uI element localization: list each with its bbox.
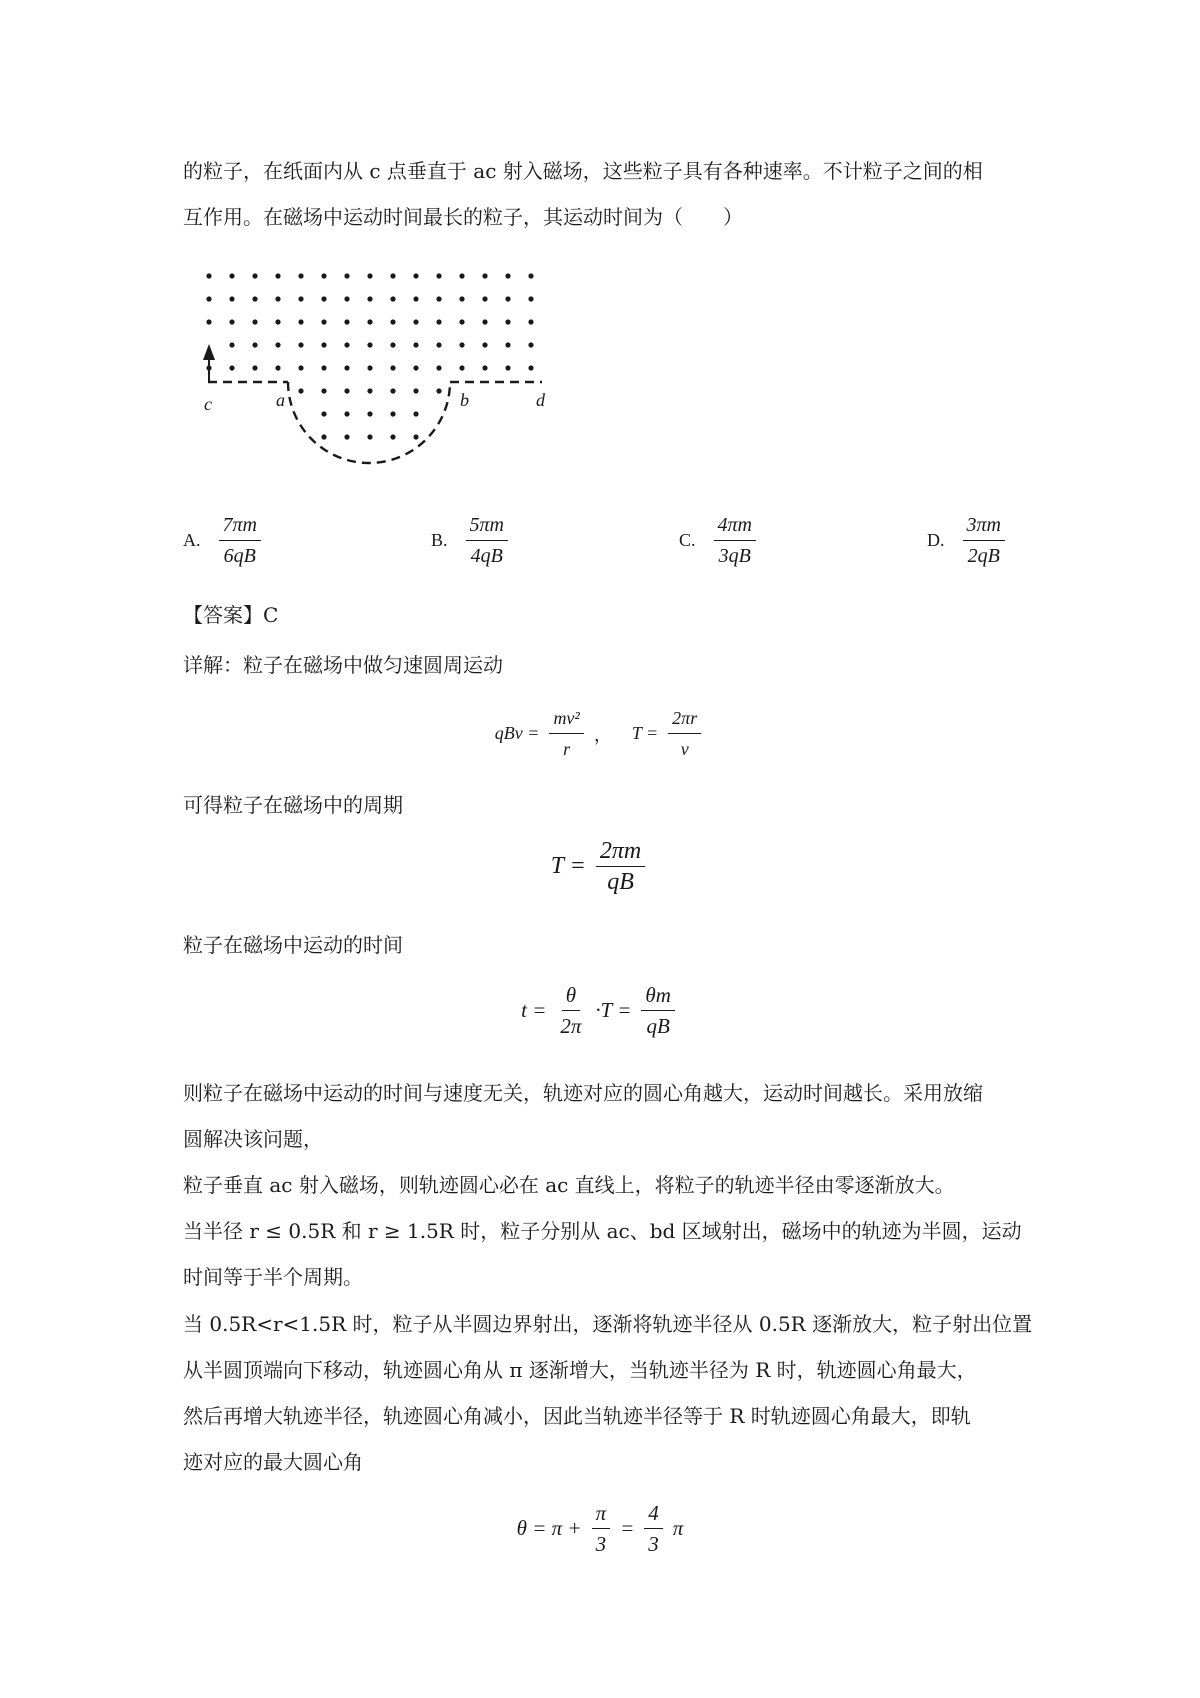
field-dot [482,342,487,347]
field-dot [436,296,441,301]
magnetic-field-figure [190,260,570,480]
field-dot [321,319,326,324]
field-dot [206,296,211,301]
field-dot [344,388,349,393]
option-c[interactable] [679,512,760,569]
field-dot [298,388,303,393]
label-b: b [460,390,469,410]
field-dot [229,273,234,278]
field-dot [528,273,533,278]
arrow-head-icon [203,344,215,360]
field-dot [367,273,372,278]
field-dot [413,296,418,301]
solution-para-6b: 时间等于半个周期。 [183,1265,363,1289]
field-dot [298,296,303,301]
field-dot [344,342,349,347]
solution-para-5: 粒子垂直 ac 射入磁场，则轨迹圆心必在 ac 直线上，将粒子的轨迹半径由零逐渐放大。 [183,1173,955,1197]
field-dot [436,273,441,278]
solution-intro: 详解：粒子在磁场中做匀速圆周运动 [183,653,503,677]
field-dot [252,319,257,324]
solution-para-4b: 圆解决该问题， [183,1127,323,1151]
field-dot [436,365,441,370]
field-dot [344,365,349,370]
field-dot [344,411,349,416]
field-dot [321,296,326,301]
field-dot [413,434,418,439]
option-a-fraction: $\frac{7\pi m}{6qB}$ [219,512,261,569]
field-dot [252,342,257,347]
field-dot [390,319,395,324]
field-dot [344,434,349,439]
field-dot-grid [206,273,533,439]
field-dot [505,342,510,347]
field-dot [367,365,372,370]
field-dot [459,342,464,347]
answer-line: 【答案】C [183,603,279,627]
field-dot [505,319,510,324]
solution-para-7c: 然后再增大轨迹半径，轨迹圆心角减小，因此当轨迹半径等于 R 时轨迹圆心角最大，即轨 [183,1404,971,1428]
option-b-fraction: $\frac{5\pi m}{4qB}$ [466,512,508,569]
field-dot [528,296,533,301]
solution-para-7b: 从半圆顶端向下移动，轨迹圆心角从 π 逐渐增大，当轨迹半径为 R 时，轨迹圆心角最大， [183,1358,977,1382]
field-dot [482,273,487,278]
field-dot [367,388,372,393]
field-dot [390,365,395,370]
field-dot [206,273,211,278]
label-d: d [536,390,545,410]
equation-2: T = $\frac{2\pi m}{qB}$ [0,838,1200,895]
field-dot [229,319,234,324]
field-dot [321,388,326,393]
option-d[interactable] [927,512,1009,569]
field-dot [528,365,533,370]
field-dot [390,411,395,416]
field-dot [505,296,510,301]
field-dot [459,319,464,324]
field-dot [252,296,257,301]
option-d-fraction: $\frac{3\pi m}{2qB}$ [963,512,1005,569]
field-dot [413,273,418,278]
field-dot [436,388,441,393]
field-dot [482,296,487,301]
field-dot [298,273,303,278]
field-dot [275,273,280,278]
field-dot [413,319,418,324]
field-dot [367,434,372,439]
field-dot [390,434,395,439]
option-d-label: D. [927,530,945,550]
option-a-label: A. [183,530,201,550]
field-dot [275,342,280,347]
label-a: a [276,390,285,410]
field-dot [505,365,510,370]
equation-3: t = $\frac{\theta}{2\pi}$ ·T = $\frac{\theta m}{qB}$ [0,982,1200,1039]
field-dot [459,365,464,370]
field-dot [344,296,349,301]
field-dot [390,342,395,347]
equation-1: qBv = $\frac{\text{mv²}}{r}$ ， T = $\frac{2\pi r}{v}$ [0,705,1200,762]
option-c-label: C. [679,530,696,550]
field-dot [321,365,326,370]
field-dot [390,296,395,301]
solution-para-7a: 当 0.5R<r<1.5R 时，粒子从半圆边界射出，逐渐将轨迹半径从 0.5R 逐渐放大，粒子射出位置 [183,1312,1033,1336]
field-dot [206,319,211,324]
field-dot [367,411,372,416]
label-c: c [204,394,212,414]
field-dot [275,365,280,370]
field-dot [344,319,349,324]
field-dot [321,411,326,416]
field-dot [413,388,418,393]
field-dot [229,296,234,301]
semicircle-boundary [288,382,450,463]
option-c-fraction: $\frac{4\pi m}{3qB}$ [714,512,756,569]
field-dot [321,273,326,278]
field-dot [367,342,372,347]
field-dot [482,319,487,324]
field-dot [390,273,395,278]
equation-4: θ = π + $\frac{\pi}{3}$ = $\frac{4}{3}$ π [516,1501,684,1556]
field-dot [367,319,372,324]
solution-para-6a: 当半径 r ≤ 0.5R 和 r ≥ 1.5R 时，粒子分别从 ac、bd 区域射出，磁场中的轨迹为半圆，运动 [183,1219,1022,1243]
field-dot [505,273,510,278]
field-dot [298,342,303,347]
field-dot [321,342,326,347]
field-dot [528,342,533,347]
option-a[interactable] [183,512,265,569]
field-dot [459,273,464,278]
solution-para-2: 可得粒子在磁场中的周期 [183,793,403,817]
field-dot [229,365,234,370]
solution-para-7d: 迹对应的最大圆心角 [183,1450,363,1474]
field-dot [459,296,464,301]
field-dot [344,273,349,278]
option-b[interactable] [431,512,512,569]
field-dot [436,319,441,324]
solution-para-3: 粒子在磁场中运动的时间 [183,933,403,957]
field-dot [436,342,441,347]
field-dot [528,319,533,324]
field-dot [367,296,372,301]
field-dot [298,365,303,370]
question-line-1: 的粒子，在纸面内从 c 点垂直于 ac 射入磁场，这些粒子具有各种速率。不计粒子之间的相 [183,159,983,183]
field-dot [413,411,418,416]
field-dot [229,342,234,347]
option-b-label: B. [431,530,448,550]
solution-para-4a: 则粒子在磁场中运动的时间与速度无关，轨迹对应的圆心角越大，运动时间越长。采用放缩 [183,1081,983,1105]
field-dot [275,319,280,324]
field-dot [413,365,418,370]
field-dot [298,319,303,324]
field-dot [413,342,418,347]
field-dot [482,365,487,370]
field-dot [275,296,280,301]
question-line-2: 互作用。在磁场中运动时间最长的粒子，其运动时间为（ ） [183,205,743,229]
field-dot [252,273,257,278]
field-dot [390,388,395,393]
field-dot [252,365,257,370]
field-dot [321,434,326,439]
